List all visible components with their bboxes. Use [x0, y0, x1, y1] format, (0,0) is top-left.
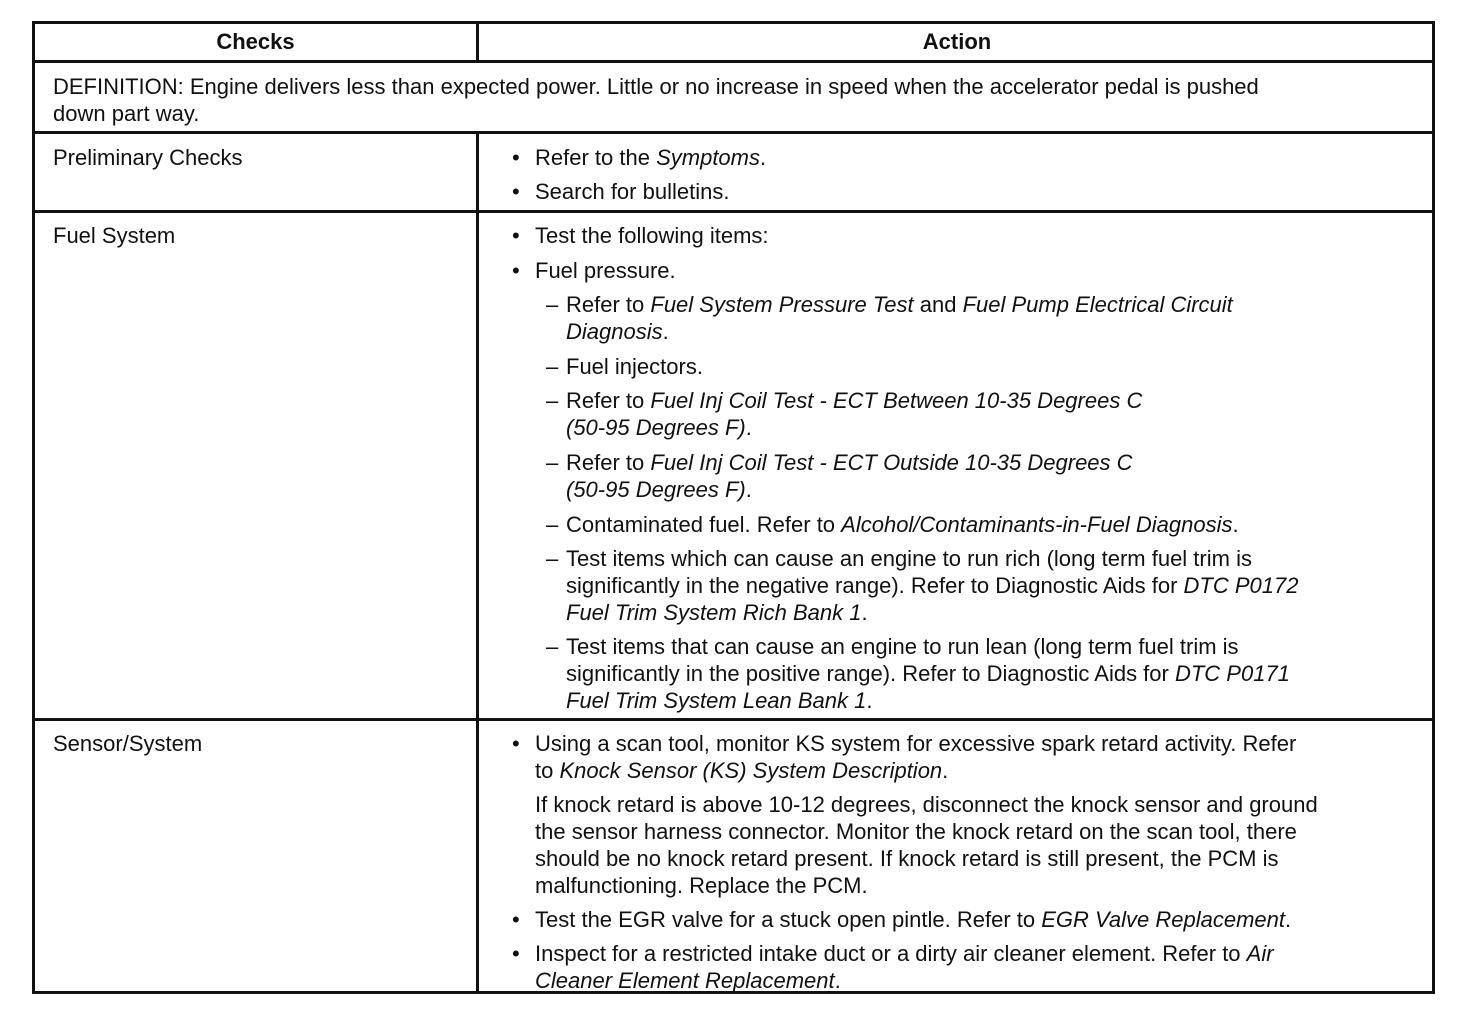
- bullet-icon: •: [512, 907, 520, 932]
- action-preliminary-1: Refer to the Symptoms.: [535, 145, 767, 170]
- fuel-dash-3-line-2: (50-95 Degrees F).: [566, 415, 752, 440]
- column-divider-body: [476, 132, 479, 994]
- bullet-icon: •: [512, 145, 520, 170]
- check-sensor-system: Sensor/System: [53, 731, 203, 756]
- check-fuel-system: Fuel System: [53, 223, 176, 248]
- fuel-dash-6-line-3: Fuel Trim System Rich Bank 1.: [566, 600, 868, 625]
- definition-line-2: down part way.: [53, 101, 200, 126]
- sensor-bullet-1-line-2: to Knock Sensor (KS) System Description.: [535, 758, 949, 783]
- fuel-dash-1-line-1: Refer to Fuel System Pressure Test and Fuel Pump Electrical Circuit: [566, 292, 1233, 317]
- fuel-bullet-2: Fuel pressure.: [535, 258, 676, 283]
- fuel-bullet-1: Test the following items:: [535, 223, 769, 248]
- header-checks: Checks: [216, 29, 295, 54]
- sensor-bullet-2: Test the EGR valve for a stuck open pintle. Refer to EGR Valve Replacement.: [535, 907, 1292, 932]
- dash-icon: –: [546, 292, 559, 317]
- fuel-dash-4-line-2: (50-95 Degrees F).: [566, 477, 752, 502]
- action-preliminary-2: Search for bulletins.: [535, 179, 730, 204]
- bullet-icon: •: [512, 941, 520, 966]
- fuel-dash-3-line-1: Refer to Fuel Inj Coil Test - ECT Between 10-35 Degrees C: [566, 388, 1143, 413]
- sensor-paragraph-line-4: malfunctioning. Replace the PCM.: [535, 873, 868, 898]
- header-divider: [35, 60, 1432, 63]
- check-preliminary: Preliminary Checks: [53, 145, 243, 170]
- fuel-dash-6-line-1: Test items which can cause an engine to run rich (long term fuel trim is: [566, 546, 1252, 571]
- fuel-dash-7-line-1: Test items that can cause an engine to run lean (long term fuel trim is: [566, 634, 1239, 659]
- sensor-bullet-3-line-2: Cleaner Element Replacement.: [535, 968, 841, 993]
- sensor-bullet-1-line-1: Using a scan tool, monitor KS system for excessive spark retard activity. Refer: [535, 731, 1297, 756]
- sensor-bullet-3-line-1: Inspect for a restricted intake duct or a dirty air cleaner element. Refer to Air: [535, 941, 1274, 966]
- bullet-icon: •: [512, 223, 520, 248]
- dash-icon: –: [546, 450, 559, 475]
- bullet-icon: •: [512, 731, 520, 756]
- sensor-paragraph-line-1: If knock retard is above 10-12 degrees, disconnect the knock sensor and ground: [535, 792, 1318, 817]
- dash-icon: –: [546, 354, 559, 379]
- diagnostic-table: [32, 21, 1435, 994]
- fuel-dash-7-line-3: Fuel Trim System Lean Bank 1.: [566, 688, 873, 713]
- header-action: Action: [922, 29, 992, 54]
- fuel-dash-7-line-2: significantly in the positive range). Refer to Diagnostic Aids for DTC P0171: [566, 661, 1290, 686]
- definition-divider: [35, 131, 1432, 134]
- sensor-paragraph-line-2: the sensor harness connector. Monitor the knock retard on the scan tool, there: [535, 819, 1297, 844]
- sensor-paragraph-line-3: should be no knock retard present. If knock retard is still present, the PCM is: [535, 846, 1279, 871]
- fuel-dash-4-line-1: Refer to Fuel Inj Coil Test - ECT Outside 10-35 Degrees C: [566, 450, 1133, 475]
- row-divider-2: [35, 718, 1432, 721]
- dash-icon: –: [546, 388, 559, 413]
- dash-icon: –: [546, 546, 559, 571]
- dash-icon: –: [546, 512, 559, 537]
- bullet-icon: •: [512, 258, 520, 283]
- fuel-dash-2: Fuel injectors.: [566, 354, 703, 379]
- dash-icon: –: [546, 634, 559, 659]
- fuel-dash-5: Contaminated fuel. Refer to Alcohol/Contaminants-in-Fuel Diagnosis.: [566, 512, 1239, 537]
- fuel-dash-6-line-2: significantly in the negative range). Refer to Diagnostic Aids for DTC P0172: [566, 573, 1299, 598]
- row-divider-1: [35, 210, 1432, 213]
- bullet-icon: •: [512, 179, 520, 204]
- fuel-dash-1-line-2: Diagnosis.: [566, 319, 669, 344]
- definition-line-1: DEFINITION: Engine delivers less than expected power. Little or no increase in speed when the accelerator pedal is pushed: [53, 74, 1259, 99]
